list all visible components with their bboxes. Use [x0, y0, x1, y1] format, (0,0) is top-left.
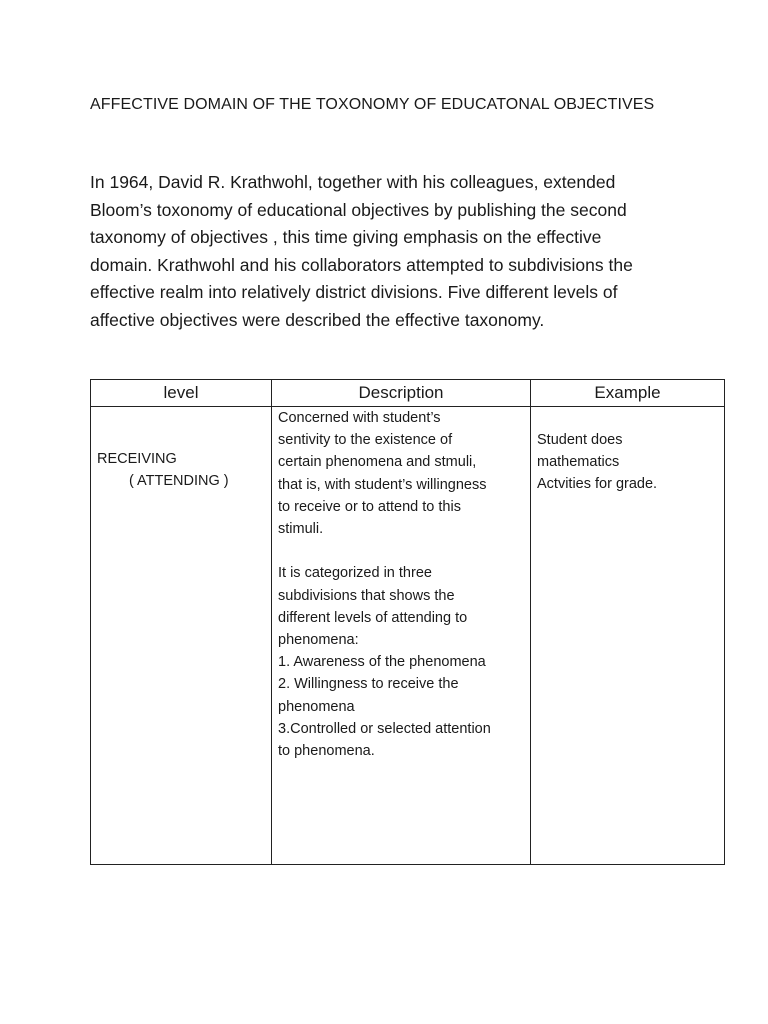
intro-line: Bloom’s toxonomy of educational objectives by publishing the second	[90, 199, 627, 220]
table-row	[91, 407, 725, 865]
level-sub: ( ATTENDING )	[129, 473, 229, 490]
example-cell	[531, 407, 725, 865]
description-line: to phenomena.	[278, 743, 375, 760]
description-line: Concerned with student’s	[278, 410, 441, 426]
description-line: stimuli.	[278, 521, 324, 538]
level-cell	[91, 407, 272, 865]
description-line: certain phenomena and stmuli,	[278, 454, 477, 471]
intro-paragraph	[90, 169, 690, 334]
description-line: phenomena	[278, 698, 355, 715]
description-line: different levels of attending to	[278, 609, 468, 626]
intro-line: taxonomy of objectives , this time giving emphasis on the effective	[90, 227, 602, 247]
taxonomy-table	[90, 379, 725, 865]
header-description: Description	[272, 380, 531, 407]
description-line: that is, with student’s willingness	[278, 476, 487, 493]
table-header-row	[91, 380, 725, 407]
intro-line: In 1964, David R. Krathwohl, together with his colleagues, extended	[90, 172, 616, 192]
description-line: sentivity to the existence of	[278, 432, 453, 449]
header-example: Example	[531, 380, 725, 407]
intro-line: effective realm into relatively district divisions. Five different levels of	[90, 282, 618, 302]
description-line: It is categorized in three	[278, 565, 432, 582]
description-line: 1. Awareness of the phenomena	[278, 654, 486, 671]
intro-line: affective objectives were described the effective taxonomy.	[90, 309, 545, 330]
level-main: RECEIVING	[97, 451, 177, 467]
example-line: mathematics	[537, 454, 620, 471]
header-level: level	[91, 380, 272, 407]
description-line: to receive or to attend to this	[278, 498, 461, 515]
page-title: AFFECTIVE DOMAIN OF THE TOXONOMY OF EDUCATONAL OBJECTIVES	[90, 96, 655, 113]
description-line: subdivisions that shows the	[278, 587, 455, 604]
intro-line: domain. Krathwohl and his collaborators attempted to subdivisions the	[90, 254, 633, 275]
description-cell	[272, 407, 531, 865]
example-line: Actvities for grade.	[537, 476, 658, 493]
description-line: 3.Controlled or selected attention	[278, 720, 491, 737]
description-line: 2. Willingness to receive the	[278, 676, 459, 693]
example-line: Student does	[537, 432, 623, 448]
paragraph-gap	[278, 540, 524, 562]
description-line: phenomena:	[278, 632, 359, 649]
